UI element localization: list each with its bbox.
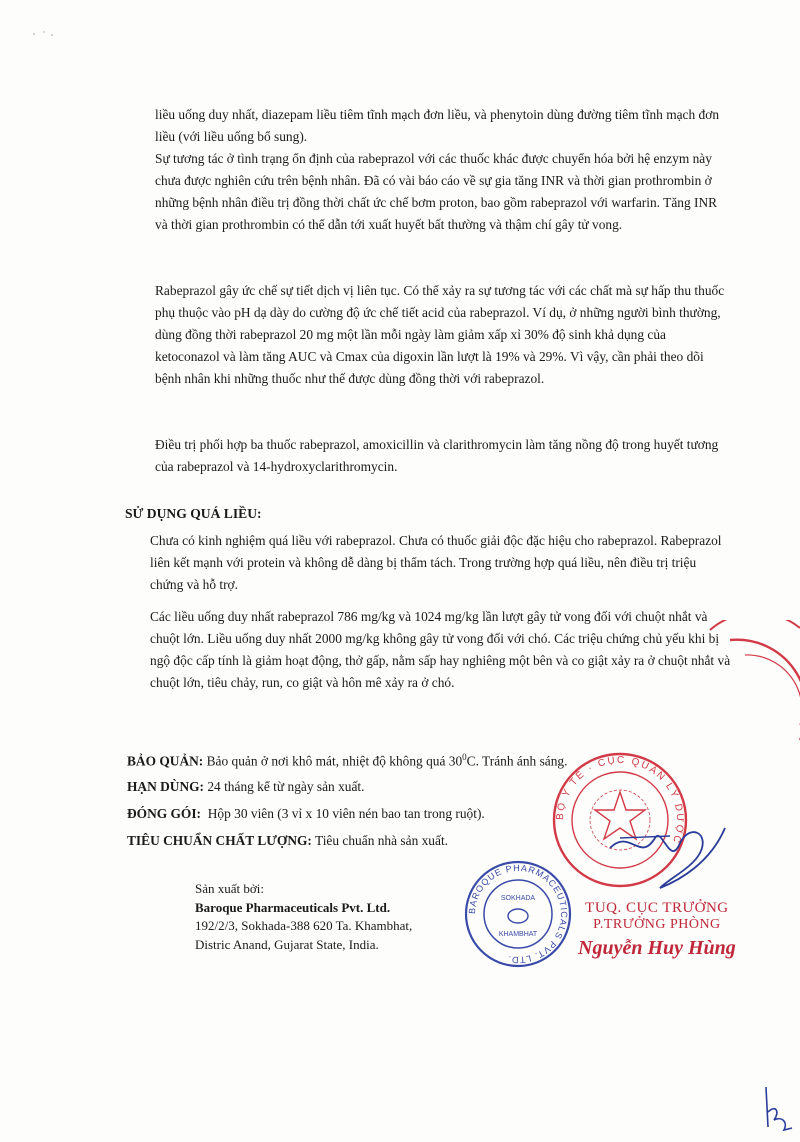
packing-label: ĐÓNG GÓI: xyxy=(127,806,202,821)
interaction-paragraph-3: Rabeprazol gây ức chế sự tiết dịch vị liên tục. Có thể xảy ra sự tương tác với các chất mà sự hấp thu thuốc phụ thuộc vào pH dạ dày do cường độ ức chế tiết acid của rabeprazol. Ví dụ, ở những người bình thường, dùng đồng thời rabeprazol 20 mg một lần mỗi ngày làm giảm xấp xỉ 30% độ sinh khả dụng của ketoconazol và làm tăng AUC và Cmax của digoxin lần lượt là 19% và 29%. Vì vậy, cần phải theo dõi bệnh nhân khi những thuốc như thế được dùng đồng thời với rabeprazol. xyxy=(155,283,725,386)
manufacturer-address-2: Distric Anand, Gujarat State, India. xyxy=(195,936,379,952)
signature-line-2: P.TRƯỞNG PHÒNG xyxy=(593,917,721,932)
packing-line xyxy=(127,806,485,822)
overdose-paragraph-1: Chưa có kinh nghiệm quá liều với rabeprazol. Chưa có thuốc giải độc đặc hiệu cho rabeprazol. Rabeprazol liên kết mạnh với protein và không dễ dàng bị thẩm tách. Trong trường hợp quá liều, nên điều trị triệu chứng và hỗ trợ. xyxy=(150,533,722,592)
interaction-paragraph-1: liều uống duy nhất, diazepam liều tiêm tĩnh mạch đơn liều, và phenytoin dùng đường tiêm tĩnh mạch đơn liều (với liều uống bổ sung). xyxy=(155,107,720,144)
storage-label: BẢO QUẢN: xyxy=(127,753,204,769)
signature-line-1: TUQ. CỤC TRƯỞNG xyxy=(585,900,729,916)
shelf-life-label: HẠN DÙNG: xyxy=(127,779,204,794)
quality-label: TIÊU CHUẨN CHẤT LƯỢNG: xyxy=(127,833,312,848)
interaction-paragraph-2: Sự tương tác ở tình trạng ổn định của rabeprazol với các thuốc khác được chuyển hóa bởi hệ enzym này chưa được nghiên cứu trên bệnh nhân. Đã có vài báo cáo về sự gia tăng INR và thời gian prothrombin ở những bệnh nhân điều trị đồng thời chất ức chế bơm proton, bao gồm rabeprazol với warfarin. Tăng INR và thời gian prothrombin có thể dẫn tới xuất huyết bất thường và thậm chí gây tử vong. xyxy=(155,151,718,232)
storage-degree: 0 xyxy=(462,752,467,762)
packing-text: Hộp 30 viên (3 vỉ x 10 viên nén bao tan trong ruột). xyxy=(201,806,485,821)
manufacturer-intro: Sản xuất bởi: xyxy=(195,881,264,896)
manufacturer-name: Baroque Pharmaceuticals Pvt. Ltd. xyxy=(195,899,391,915)
partial-stamp xyxy=(700,620,800,760)
manufacturer-block xyxy=(195,880,412,954)
scan-specks xyxy=(30,28,60,40)
svg-text:BAROQUE PHARMACEUTICALS PVT. L: BAROQUE PHARMACEUTICALS PVT. LTD. xyxy=(466,862,570,966)
shelf-life-text: 24 tháng kể từ ngày sản xuất. xyxy=(204,779,365,794)
storage-text-end: C. Tránh ánh sáng. xyxy=(466,753,568,769)
storage-text: Bảo quản ở nơi khô mát, nhiệt độ không quá 30 xyxy=(203,753,463,769)
overdose-heading: SỬ DỤNG QUÁ LIỀU: xyxy=(125,506,262,521)
quality-line xyxy=(127,833,448,849)
svg-text:BỘ Y TẾ · CỤC QUẢN LÝ DƯỢC: BỘ Y TẾ · CỤC QUẢN LÝ DƯỢC xyxy=(554,754,686,846)
signature-name: Nguyễn Huy Hùng xyxy=(578,937,736,959)
shelf-life-line xyxy=(127,779,364,795)
manufacturer-address-1: 192/2/3, Sokhada-388 620 Ta. Khambhat, xyxy=(195,918,413,933)
svg-text:KHAMBHAT: KHAMBHAT xyxy=(498,931,538,938)
storage-line xyxy=(127,752,567,769)
signature-scribble xyxy=(600,808,730,898)
signature-block xyxy=(578,900,736,960)
margin-initials xyxy=(758,1082,798,1138)
overdose-paragraph-2: Các liều uống duy nhất rabeprazol 786 mg/kg và 1024 mg/kg lần lượt gây tử vong đối với chuột nhắt và chuột lớn. Liều uống duy nhất 2000 mg/kg không gây tử vong đối với chó. Các triệu chứng chủ yếu khi bị ngộ độc cấp tính là giảm hoạt động, thở gấp, nằm sấp hay nghiêng một bên và co giật xảy ra ở chuột nhắt và chuột lớn, tiêu chảy, run, co giật và hôn mê xảy ra ở chó. xyxy=(150,609,731,690)
svg-text:SOKHADA: SOKHADA xyxy=(500,895,536,902)
quality-text: Tiêu chuẩn nhà sản xuất. xyxy=(311,833,449,848)
interaction-paragraph-4: Điều trị phối hợp ba thuốc rabeprazol, amoxicillin và clarithromycin làm tăng nồng độ trong huyết tương của rabeprazol và 14-hydroxyclarithromycin. xyxy=(155,437,719,474)
